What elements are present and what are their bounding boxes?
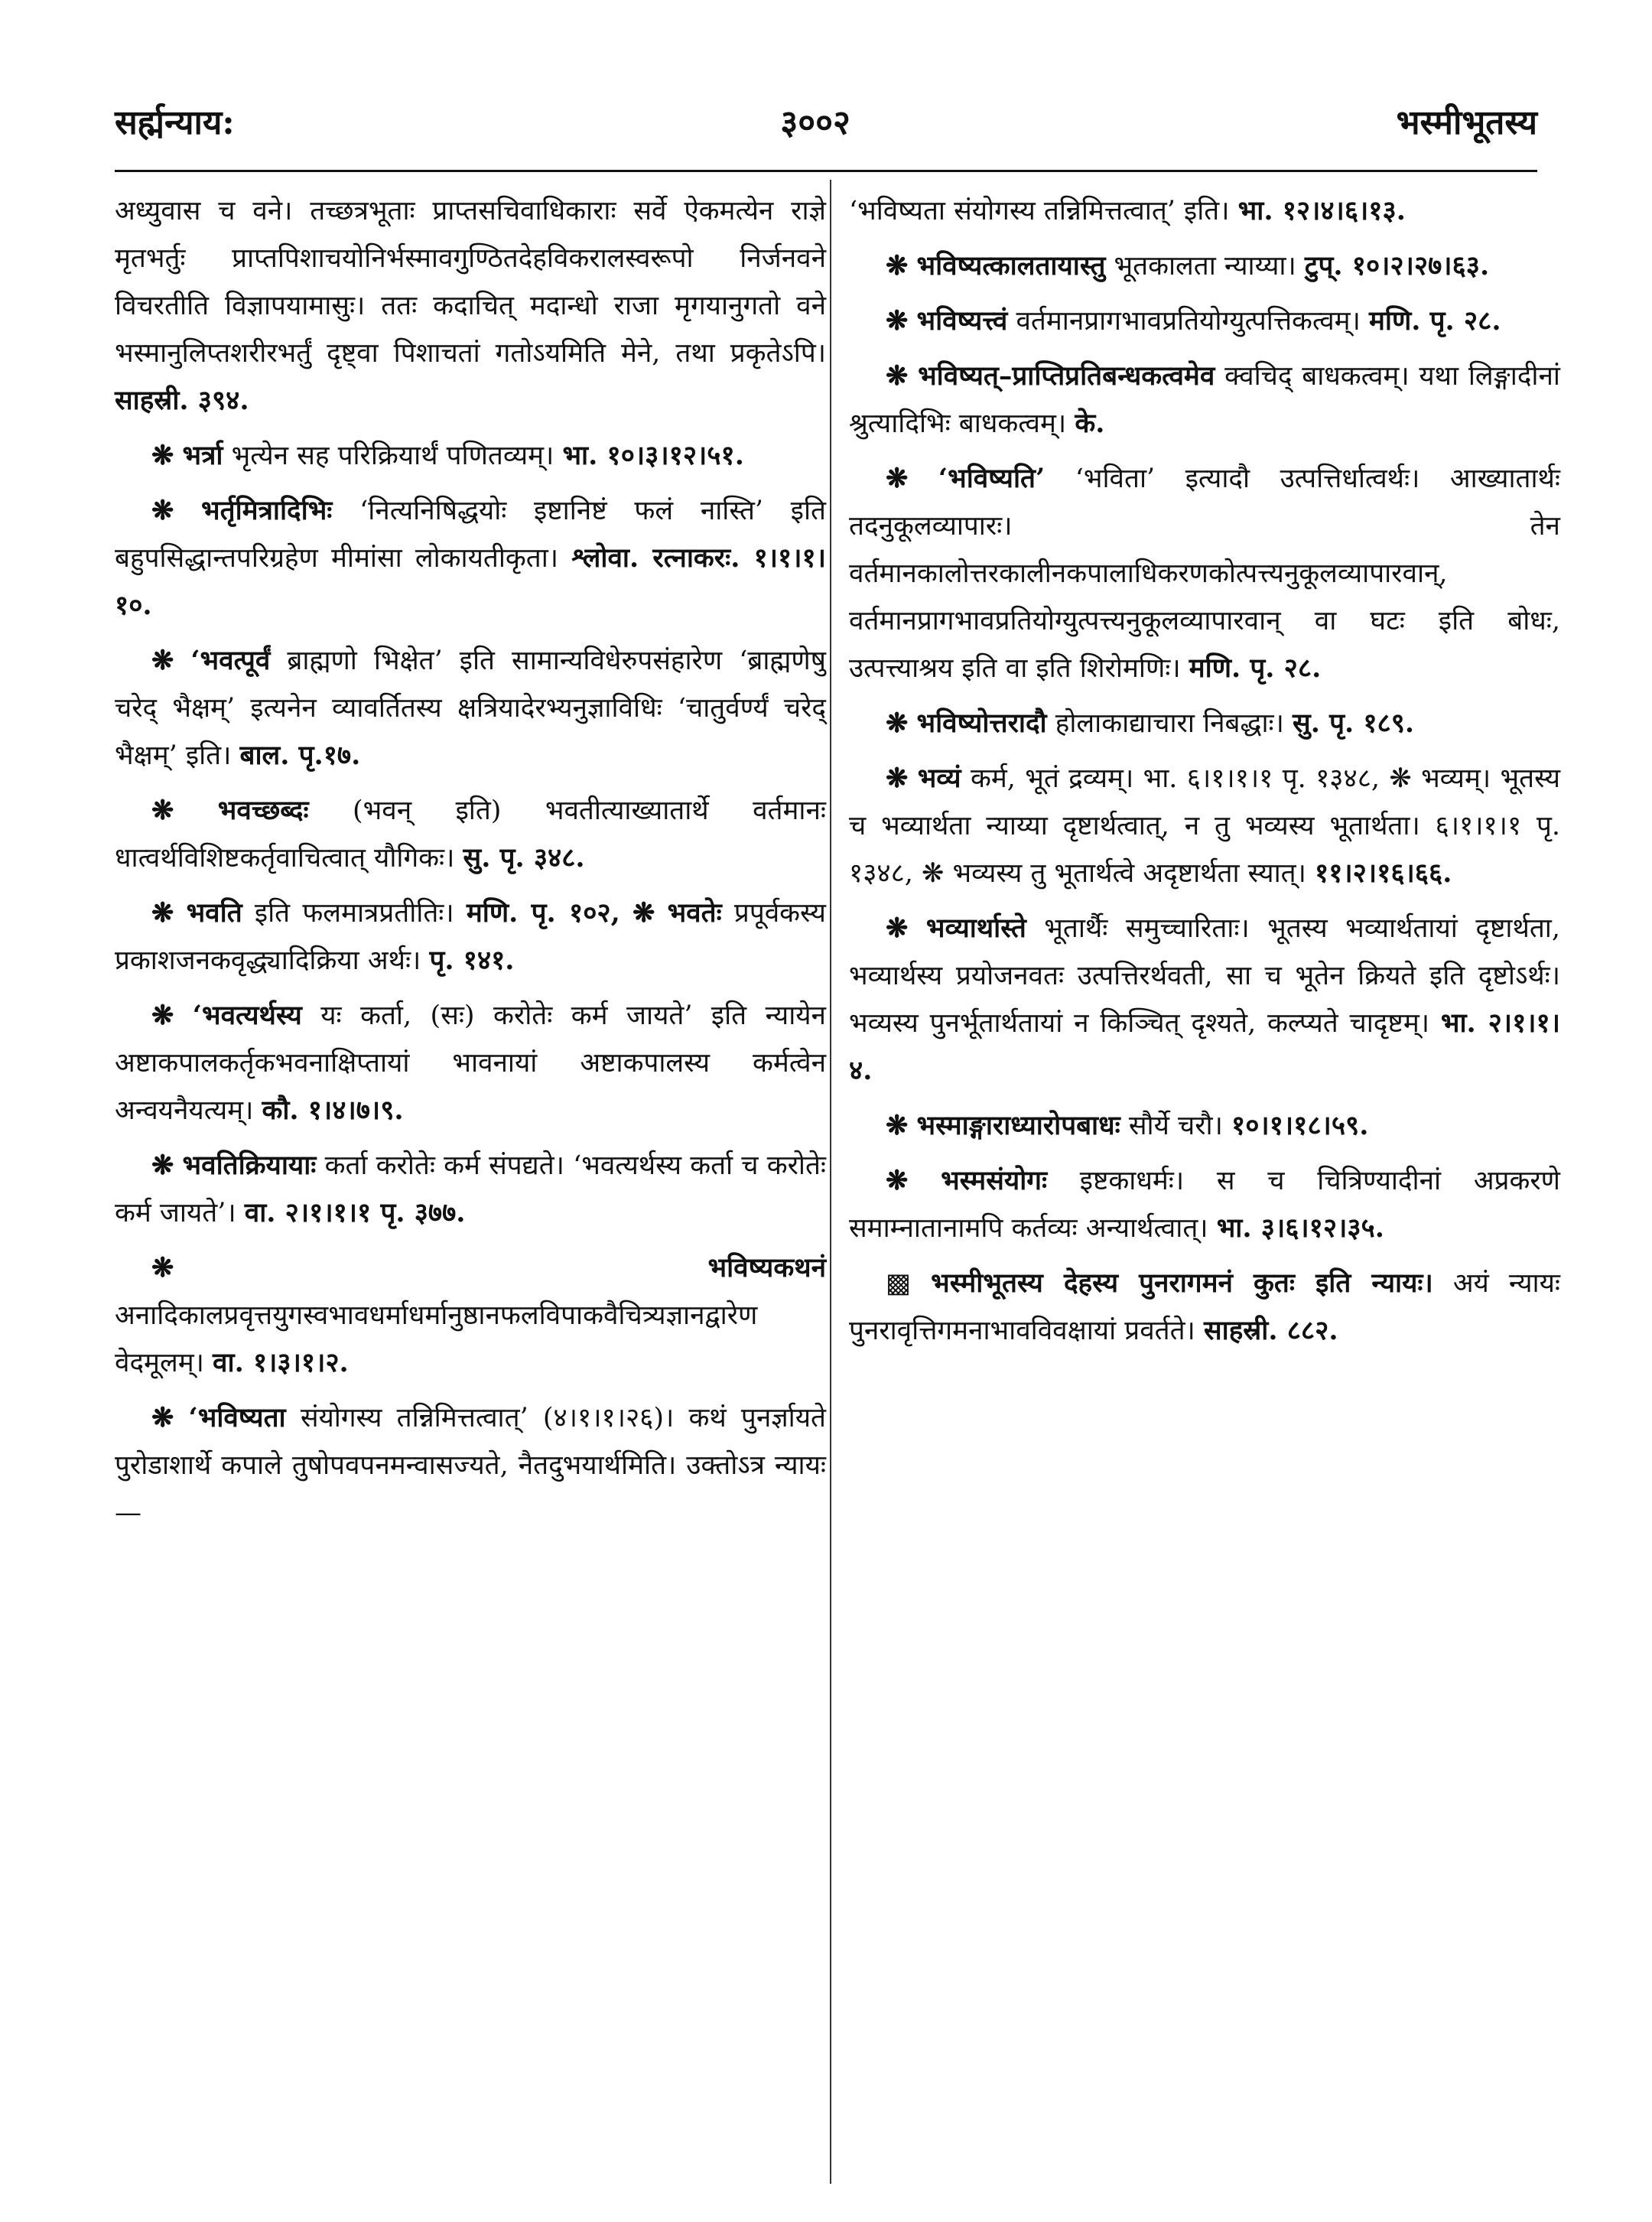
- asterisk-icon: ❋: [886, 1110, 909, 1141]
- dictionary-entry: ❋ भवच्छब्दः (भवन् इति) भवतीत्याख्यातार्थे वर्तमानः धात्वर्थविशिष्टकर्तृवाचित्वात् यौगिकः। सु. पृ. ३४८.: [115, 795, 826, 874]
- dictionary-entry: ❋ भवतिक्रियायाः कर्ता करोतेः कर्म संपद्यते। ‘भवत्यर्थस्य कर्ता च करोतेः कर्म जायते’। वा. २।१।१।१ पृ. ३७७.: [115, 1150, 826, 1228]
- entry-headword: भव्यं: [917, 763, 961, 794]
- right-column: [849, 187, 1560, 1362]
- dictionary-entry: ❋ भवति इति फलमात्रप्रतीतिः। मणि. पृ. १०२, ❋ भवतेः प्रपूर्वकस्य प्रकाशजनकवृद्ध्यादिक्रिया अर्थः। पृ. १४१.: [115, 897, 826, 976]
- entry-headword: भवच्छब्दः: [217, 795, 309, 826]
- entry-reference: भा. २।१।१।४.: [849, 1007, 1560, 1086]
- entry-headword: भव्यार्थास्ते: [925, 913, 1026, 944]
- asterisk-icon: ❋: [151, 897, 174, 929]
- dictionary-entry: ‘भविष्यता संयोगस्य तन्निमित्तत्वात्’ इति। भा. १२।४।६।१३.: [849, 195, 1406, 226]
- column-divider: [830, 180, 831, 2184]
- dictionary-entry: अध्युवास च वने। तच्छत्रभूताः प्राप्तसचिवाधिकाराः सर्वे ऐकमत्येन राज्ञे मृतभर्तुः प्राप्तपिशाचयोनिर्भस्मावगुण्ठितदेहविकरालस्वरूपो निर्जनवने विचरतीति विज्ञापयामासुः। ततः कदाचित् मदान्धो राजा मृगयानुगतो वने भस्मानुलिप्तशरीरभर्तुं दृष्ट्वा पिशाचतां गतोऽयमिति मेने, तथा प्रकृतेऽपि। साहस्री. ३९४.: [115, 196, 826, 416]
- entry-reference: वा. १।३।१।२.: [213, 1347, 349, 1378]
- entry-headword: ‘भवत्यर्थस्य: [192, 1000, 302, 1031]
- dictionary-entry: ❋ ‘भविष्यता संयोगस्य तन्निमित्तत्वात्’ (४।१।१।२६)। कथं पुनर्ज्ञायते पुरोडाशार्थे कपाले तुषोपवपनमन्वासज्यते, नैतदुभयार्थमिति। उक्तोऽत्र न्यायः—: [115, 1402, 826, 1528]
- dictionary-entry: ❋ भर्तृमित्रादिभिः ‘नित्यनिषिद्धयोः इष्टानिष्टं फलं नास्ति’ इति बहुपसिद्धान्तपरिग्रहेण मीमांसा लोकायतीकृता। श्लोवा. रत्नाकरः. १।१।१।१०.: [115, 495, 826, 621]
- entry-reference: सु. पृ. १८९.: [1293, 708, 1415, 739]
- header-right-guide-word: भस्मीभूतस्य: [1396, 102, 1537, 142]
- entry-headword: भविष्यत्त्वं: [916, 305, 1008, 337]
- asterisk-icon: ❋: [151, 1402, 174, 1433]
- dictionary-entry: ❋ ‘भविष्यति’ ‘भविता’ इत्यादौ उत्पत्तिर्धात्वर्थः। आख्यातार्थः तदनुकूलव्यापारः। तेन वर्तमानकालोत्तरकालीनकपालाधिकरणकोत्पत्त्यनुकूलव्यापारवान्, वर्तमानप्रागभावप्रतियोग्युत्पत्त्यनुकूलव्यापारवान् वा घटः इति बोधः, उत्पत्त्याश्रय इति वा इति शिरोमणिः। मणि. पृ. २८.: [849, 463, 1560, 684]
- entry-reference: कौ. १।४।७।९.: [262, 1095, 404, 1126]
- entry-headword: भर्त्रा: [182, 440, 223, 471]
- entry-reference: ११।२।१६।६६.: [1315, 857, 1452, 889]
- entry-reference: वा. २।१।१।१ पृ. ३७७.: [244, 1197, 466, 1228]
- dictionary-entry: ❋ ‘भवत्पूर्वं ब्राह्मणो भिक्षेत’ इति सामान्यविधेरुपसंहारेण ‘ब्राह्मणेषु चरेद् भैक्षम्’ इत्यनेन व्यावर्तितस्य क्षत्रियादेरभ्यनुज्ञाविधिः ‘चातुर्वर्ण्यं चरेद् भैक्षम्’ इति। बाल. पृ.१७.: [115, 645, 826, 771]
- dictionary-entry: ❋ भव्यं कर्म, भूतं द्रव्यम्। भा. ६।१।१।१ पृ. १३४८, ❋ भव्यम्। भूतस्य च भव्यार्थता न्याय्या दृष्टार्थत्वात्, न तु भव्यस्य भूतार्थता। ६।१।१।१ पृ. १३४८, ❋ भव्यस्य तु भूतार्थत्वे अदृष्टार्थता स्यात्। ११।२।१६।६६.: [849, 763, 1560, 889]
- entry-headword: भवतिक्रियायाः: [182, 1150, 317, 1181]
- dictionary-entry: ❋ भर्त्रा भृत्येन सह परिक्रियार्थं पणितव्यम्। भा. १०।३।१२।५१.: [151, 440, 744, 471]
- entry-reference: टुप्. १०।२।२७।६३.: [1304, 250, 1490, 281]
- asterisk-icon: ❋: [633, 897, 655, 929]
- entry-reference: मणि. पृ. २८.: [1189, 652, 1322, 684]
- entry-headword: भर्तृमित्रादिभिः: [201, 495, 333, 526]
- dictionary-entry: ▩ भस्मीभूतस्य देहस्य पुनरागमनं कुतः इति न्यायः। अयं न्यायः पुनरावृत्तिगमनाभावविवक्षायां प्रवर्तते। साहस्री. ८८२.: [849, 1267, 1560, 1346]
- entry-headword: ‘भविष्यति’: [938, 463, 1046, 494]
- left-column: [115, 187, 826, 1544]
- entry-headword: भवति: [186, 897, 242, 929]
- page-number: ३००२: [780, 102, 850, 142]
- asterisk-icon: ❋: [151, 645, 174, 676]
- asterisk-icon: ❋: [886, 763, 909, 794]
- entry-headword: भस्माङ्गाराध्यारोपबाधः: [916, 1110, 1120, 1141]
- asterisk-icon: ❋: [886, 1165, 909, 1196]
- asterisk-icon: ❋: [886, 463, 909, 494]
- dictionary-entry: ❋ भस्मसंयोगः इष्टकाधर्मः। स च चित्रिण्यादीनां अप्रकरणे समाम्नातानामपि कर्तव्यः अन्यार्थत्वात्। भा. ३।६।१२।३५.: [849, 1165, 1560, 1244]
- dictionary-entry: ❋ भविष्योत्तरादौ होलाकाद्याचारा निबद्धाः। सु. पृ. १८९.: [886, 708, 1415, 739]
- entry-headword: भविष्योत्तरादौ: [916, 708, 1047, 739]
- asterisk-icon: ❋: [886, 305, 909, 337]
- asterisk-icon: ❋: [886, 250, 909, 281]
- entry-reference: भा. १२।४।६।१३.: [1237, 195, 1406, 226]
- entry-headword: भविष्यकथनं: [707, 1252, 826, 1283]
- dictionary-entry: ❋ भविष्यत्कालतायास्तु भूतकालता न्याय्या। टुप्. १०।२।२७।६३.: [886, 250, 1490, 281]
- entry-headword: भविष्यत्–प्राप्तिप्रतिबन्धकत्वमेव: [918, 360, 1215, 392]
- entry-reference: भा. १०।३।१२।५१.: [562, 440, 744, 471]
- entry-reference: १०।१।१८।५९.: [1231, 1110, 1369, 1141]
- asterisk-icon: ❋: [886, 708, 909, 739]
- dictionary-entry: ❋ भविष्यत्त्वं वर्तमानप्रागभावप्रतियोग्युत्पत्तिकत्वम्। मणि. पृ. २८.: [886, 305, 1501, 337]
- running-header: [115, 92, 1537, 149]
- entry-reference: मणि. पृ. २८.: [1369, 305, 1501, 337]
- dictionary-entry: ❋ भविष्यकथनं अनादिकालप्रवृत्तयुगस्वभावधर्माधर्मानुष्ठानफलविपाकवैचित्र्यज्ञानद्वारेण वेदमूलम्। वा. १।३।१।२.: [115, 1252, 826, 1378]
- entry-reference: साहस्री. ३९४.: [115, 385, 249, 416]
- dictionary-entry: ❋ ‘भवत्यर्थस्य यः कर्ता, (सः) करोतेः कर्म जायते’ इति न्यायेन अष्टाकपालकर्तृकभवनाक्षिप्तायां भावनायां अष्टाकपालस्य कर्मत्वेन अन्वयनैयत्यम्। कौ. १।४।७।९.: [115, 1000, 826, 1126]
- header-left-guide-word: सर्ह्मन्याय:: [115, 102, 235, 142]
- dictionary-entry: ❋ भविष्यत्–प्राप्तिप्रतिबन्धकत्वमेव क्वचिद् बाधकत्वम्। यथा लिङ्गादीनां श्रुत्यादिभिः बाधकत्वम्। के.: [849, 360, 1560, 439]
- asterisk-icon: ❋: [151, 1252, 174, 1283]
- asterisk-icon: ❋: [151, 1000, 174, 1031]
- asterisk-icon: ❋: [151, 495, 174, 526]
- entry-reference: भा. ३।६।१२।३५.: [1216, 1212, 1384, 1244]
- entry-headword: ‘भविष्यता: [188, 1402, 286, 1433]
- entry-headword: ‘भवत्पूर्वं: [190, 645, 271, 676]
- dictionary-entry: ❋ भव्यार्थास्ते भूतार्थैः समुच्चारिताः। भूतस्य भव्यार्थतायां दृष्टार्थता, भव्यार्थस्य प्रयोजनवतः उत्पत्तिरर्थवती, सा च भूतेन क्रियते इति दृष्टोऽर्थः। भव्यस्य पुनर्भूतार्थतायां न किञ्चित् दृश्यते, कल्प्यते चादृष्टम्। भा. २।१।१।४.: [849, 913, 1560, 1086]
- entry-reference: श्लोवा. रत्नाकरः. १।१।१।१०.: [115, 542, 826, 621]
- entry-reference: के.: [1075, 408, 1105, 439]
- dictionary-entry: ❋ भस्माङ्गाराध्यारोपबाधः सौर्ये चरौ। १०।१।१८।५९.: [886, 1110, 1369, 1141]
- entry-reference: सु. पृ. ३४८.: [463, 842, 585, 874]
- entry-headword: भस्मीभूतस्य देहस्य पुनरागमनं कुतः इति न्यायः।: [931, 1267, 1433, 1299]
- entry-headword: भवतेः: [667, 897, 722, 929]
- asterisk-icon: ❋: [151, 440, 174, 471]
- entry-reference: मणि. पृ. १०२,: [466, 897, 620, 929]
- asterisk-icon: ❋: [886, 360, 909, 392]
- entry-reference: पृ. १४१.: [429, 945, 515, 976]
- nyaya-marker-icon: ▩: [886, 1267, 912, 1299]
- asterisk-icon: ❋: [151, 1150, 174, 1181]
- entry-headword: भस्मसंयोगः: [941, 1165, 1048, 1196]
- entry-reference: साहस्री. ८८२.: [1203, 1315, 1338, 1346]
- asterisk-icon: ❋: [151, 795, 174, 826]
- asterisk-icon: ❋: [886, 913, 909, 944]
- header-rule: [115, 170, 1537, 172]
- entry-headword: भविष्यत्कालतायास्तु: [916, 250, 1106, 281]
- entry-reference: बाल. पृ.१७.: [239, 740, 361, 771]
